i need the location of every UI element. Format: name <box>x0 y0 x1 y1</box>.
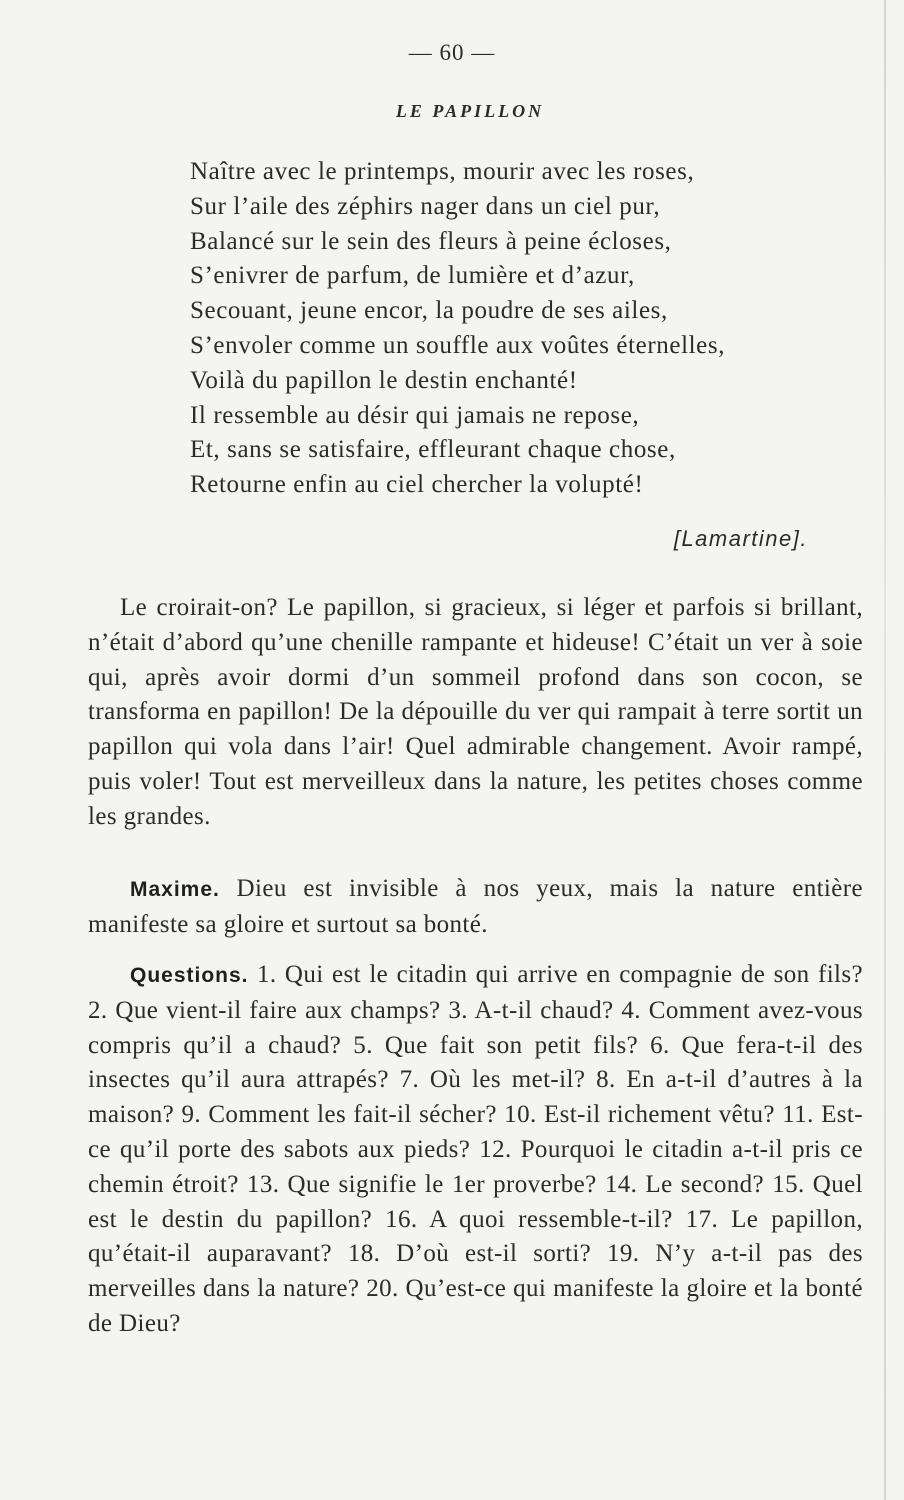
poem-author: [Lamartine]. <box>673 526 808 551</box>
maxime-block <box>88 872 863 943</box>
poem-line: Voilà du papillon le destin enchanté! <box>190 366 578 394</box>
poem-line: Naître avec le printemps, mourir avec les roses, <box>190 158 695 185</box>
questions-block <box>88 958 863 1342</box>
questions-label: Questions. <box>130 964 249 987</box>
questions-text: 1. Qui est le citadin qui arrive en compagnie de son fils? 2. Que vient-il faire aux champs? 3. A-t-il chaud? 4. Comment avez-vous compris qu’il a chaud? 5. Que fait son petit fils? 6. Que fera-t-il des insectes qu’il aura attrapés? 7. Où les met-il? 8. En a-t-il d’autres à la maison? 9. Comment les fait-il sécher? 10. Est-il richement vêtu? 11. Est-ce qu’il porte des sabots aux pieds? 12. Pourquoi le citadin a-t-il pris ce chemin étroit? 13. Que signifie le 1er proverbe? 14. Le second? 15. Quel est le destin du papillon? 16. A quoi ressemble-t-il? 17. Le papillon, qu’était-il auparavant? 18. D’où est-il sorti? 19. N’y a-t-il pas des merveilles dans la nature? 20. Qu’est-ce qui manifeste la gloire et la bonté de Dieu? <box>88 961 864 1337</box>
maxime-label: Maxime. <box>130 878 220 901</box>
poem-title: LE PAPILLON <box>395 101 545 121</box>
poem-line: S’envoler comme un souffle aux voûtes éternelles, <box>190 331 726 359</box>
prose-paragraph <box>88 591 863 835</box>
poem-line: S’enivrer de parfum, de lumière et d’azur, <box>190 262 635 290</box>
page-number: — 60 — <box>408 40 496 65</box>
poem-line: Retourne enfin au ciel chercher la volupté! <box>190 471 644 499</box>
page-edge-shadow <box>884 0 886 1500</box>
poem <box>190 155 850 503</box>
prose-text: Le croirait-on? Le papillon, si gracieux, si léger et parfois si brillant, n’était d’abord qu’une chenille rampante et hideuse! C’était un ver à soie qui, après avoir dormi d’un sommeil profond dans son cocon, se transforma en papillon! De la dépouille du ver qui rampait à terre sortit un papillon qui vola dans l’air! Quel admirable changement. Avoir rampé, puis voler! Tout est merveilleux dans la nature, les petites choses comme les grandes. <box>88 594 863 830</box>
poem-line: Secouant, jeune encor, la poudre de ses ailes, <box>190 297 668 325</box>
poem-line: Balancé sur le sein des fleurs à peine écloses, <box>190 227 672 255</box>
maxime-text: Dieu est invisible à nos yeux, mais la nature entière manifeste sa gloire et surtout sa bonté. <box>88 875 863 938</box>
poem-line: Et, sans se satisfaire, effleurant chaque chose, <box>190 436 676 464</box>
poem-line: Sur l’aile des zéphirs nager dans un ciel pur, <box>190 192 661 220</box>
poem-line: Il ressemble au désir qui jamais ne repose, <box>190 401 640 429</box>
